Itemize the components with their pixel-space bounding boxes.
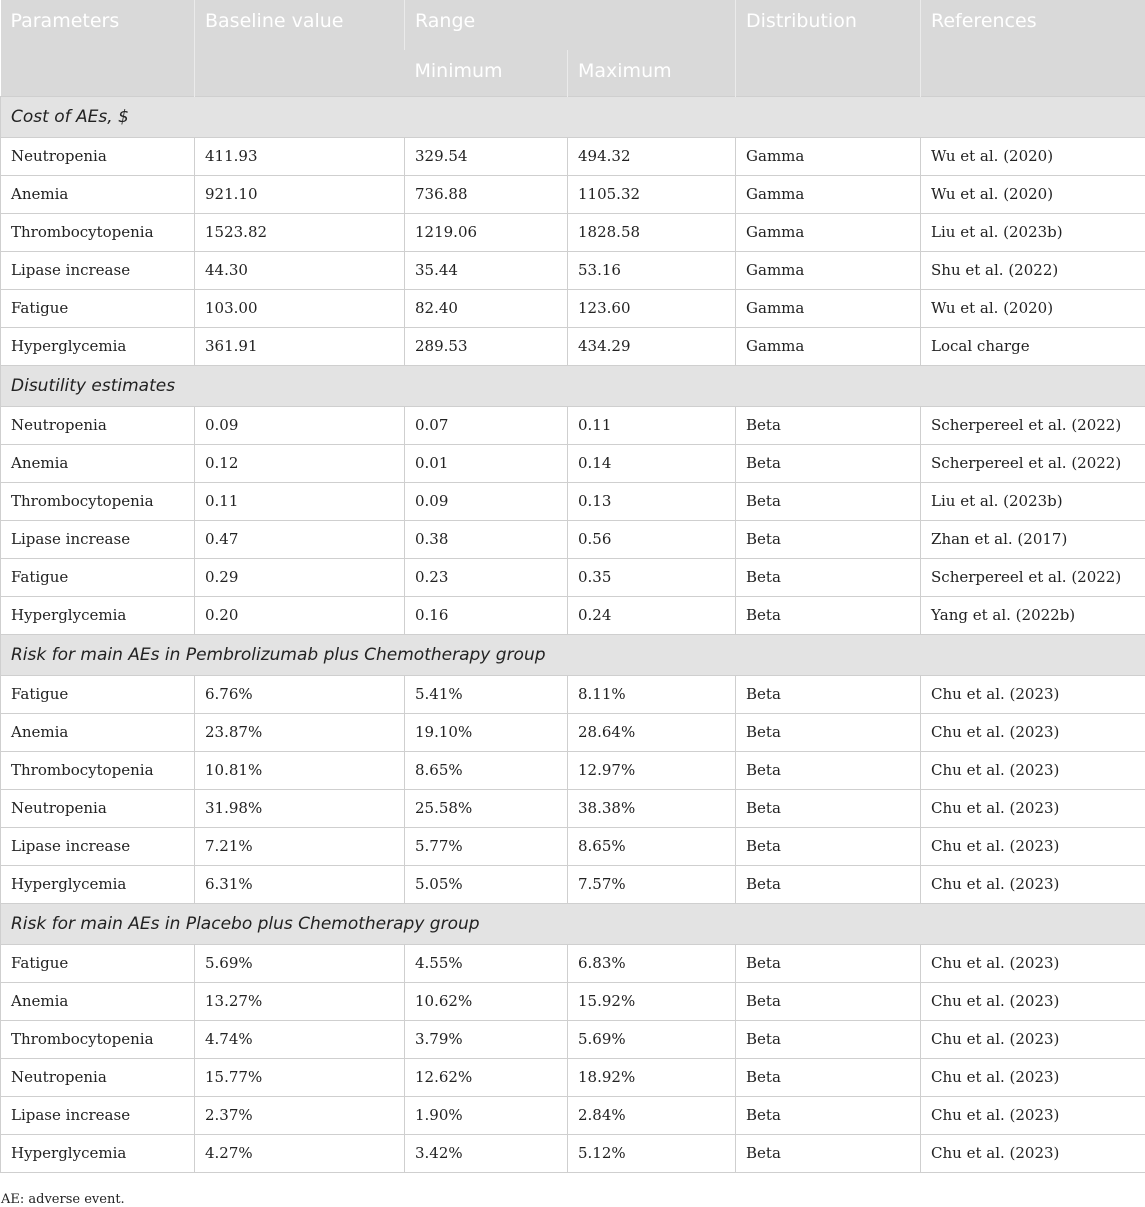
- parameter-cell: Hyperglycemia: [1, 1134, 195, 1172]
- maximum-cell: 8.11%: [568, 675, 736, 713]
- table-row: [1, 251, 1145, 289]
- table-row: [1, 827, 1145, 865]
- table-row: [1, 175, 1145, 213]
- parameter-cell: Hyperglycemia: [1, 865, 195, 903]
- table-row: [1, 982, 1145, 1020]
- section-row: [1, 96, 1145, 137]
- baseline-cell: 2.37%: [195, 1096, 405, 1134]
- table-row: [1, 327, 1145, 365]
- distribution-cell: Beta: [736, 482, 921, 520]
- maximum-cell: 123.60: [568, 289, 736, 327]
- header-minimum: Minimum: [405, 50, 568, 96]
- distribution-cell: Gamma: [736, 137, 921, 175]
- header-distribution: Distribution: [736, 0, 921, 96]
- distribution-cell: Beta: [736, 789, 921, 827]
- parameter-cell: Fatigue: [1, 675, 195, 713]
- minimum-cell: 1219.06: [405, 213, 568, 251]
- table-row: [1, 1058, 1145, 1096]
- minimum-cell: 0.07: [405, 406, 568, 444]
- reference-cell: Chu et al. (2023): [921, 751, 1145, 789]
- baseline-cell: 15.77%: [195, 1058, 405, 1096]
- distribution-cell: Beta: [736, 713, 921, 751]
- parameter-cell: Anemia: [1, 175, 195, 213]
- section-title: Risk for main AEs in Pembrolizumab plus Chemotherapy group: [1, 634, 1145, 675]
- maximum-cell: 6.83%: [568, 944, 736, 982]
- minimum-cell: 736.88: [405, 175, 568, 213]
- reference-cell: Chu et al. (2023): [921, 865, 1145, 903]
- table-row: [1, 137, 1145, 175]
- baseline-cell: 0.11: [195, 482, 405, 520]
- baseline-cell: 0.47: [195, 520, 405, 558]
- parameter-cell: Fatigue: [1, 558, 195, 596]
- parameter-cell: Lipase increase: [1, 827, 195, 865]
- minimum-cell: 1.90%: [405, 1096, 568, 1134]
- baseline-cell: 0.12: [195, 444, 405, 482]
- table-row: [1, 482, 1145, 520]
- baseline-cell: 103.00: [195, 289, 405, 327]
- minimum-cell: 3.79%: [405, 1020, 568, 1058]
- table-body: [1, 96, 1145, 1172]
- table-row: [1, 444, 1145, 482]
- table-row: [1, 558, 1145, 596]
- minimum-cell: 5.41%: [405, 675, 568, 713]
- parameter-cell: Anemia: [1, 444, 195, 482]
- parameter-cell: Thrombocytopenia: [1, 751, 195, 789]
- distribution-cell: Beta: [736, 444, 921, 482]
- baseline-cell: 0.09: [195, 406, 405, 444]
- header-baseline: Baseline value: [195, 0, 405, 96]
- table-row: [1, 289, 1145, 327]
- minimum-cell: 35.44: [405, 251, 568, 289]
- reference-cell: Shu et al. (2022): [921, 251, 1145, 289]
- reference-cell: Scherpereel et al. (2022): [921, 444, 1145, 482]
- maximum-cell: 7.57%: [568, 865, 736, 903]
- distribution-cell: Beta: [736, 1096, 921, 1134]
- table-row: [1, 596, 1145, 634]
- parameter-cell: Thrombocytopenia: [1, 213, 195, 251]
- reference-cell: Yang et al. (2022b): [921, 596, 1145, 634]
- minimum-cell: 0.01: [405, 444, 568, 482]
- reference-cell: Local charge: [921, 327, 1145, 365]
- reference-cell: Scherpereel et al. (2022): [921, 558, 1145, 596]
- baseline-cell: 23.87%: [195, 713, 405, 751]
- minimum-cell: 0.16: [405, 596, 568, 634]
- distribution-cell: Gamma: [736, 251, 921, 289]
- baseline-cell: 13.27%: [195, 982, 405, 1020]
- table-row: [1, 789, 1145, 827]
- maximum-cell: 0.24: [568, 596, 736, 634]
- baseline-cell: 6.76%: [195, 675, 405, 713]
- reference-cell: Chu et al. (2023): [921, 675, 1145, 713]
- baseline-cell: 10.81%: [195, 751, 405, 789]
- minimum-cell: 289.53: [405, 327, 568, 365]
- table-row: [1, 865, 1145, 903]
- section-row: [1, 365, 1145, 406]
- section-title: Disutility estimates: [1, 365, 1145, 406]
- minimum-cell: 5.77%: [405, 827, 568, 865]
- baseline-cell: 5.69%: [195, 944, 405, 982]
- section-row: [1, 903, 1145, 944]
- maximum-cell: 18.92%: [568, 1058, 736, 1096]
- maximum-cell: 5.12%: [568, 1134, 736, 1172]
- reference-cell: Liu et al. (2023b): [921, 482, 1145, 520]
- parameter-cell: Lipase increase: [1, 251, 195, 289]
- maximum-cell: 0.56: [568, 520, 736, 558]
- table-row: [1, 713, 1145, 751]
- distribution-cell: Beta: [736, 1020, 921, 1058]
- minimum-cell: 3.42%: [405, 1134, 568, 1172]
- table-row: [1, 1020, 1145, 1058]
- distribution-cell: Beta: [736, 1058, 921, 1096]
- distribution-cell: Beta: [736, 596, 921, 634]
- table-row: [1, 213, 1145, 251]
- maximum-cell: 5.69%: [568, 1020, 736, 1058]
- section-title: Risk for main AEs in Placebo plus Chemotherapy group: [1, 903, 1145, 944]
- table-row: [1, 1096, 1145, 1134]
- distribution-cell: Beta: [736, 865, 921, 903]
- parameter-cell: Thrombocytopenia: [1, 1020, 195, 1058]
- header-parameters: Parameters: [1, 0, 195, 96]
- reference-cell: Wu et al. (2020): [921, 289, 1145, 327]
- parameter-cell: Fatigue: [1, 289, 195, 327]
- maximum-cell: 2.84%: [568, 1096, 736, 1134]
- minimum-cell: 10.62%: [405, 982, 568, 1020]
- baseline-cell: 0.20: [195, 596, 405, 634]
- parameter-cell: Anemia: [1, 713, 195, 751]
- baseline-cell: 4.74%: [195, 1020, 405, 1058]
- reference-cell: Chu et al. (2023): [921, 982, 1145, 1020]
- minimum-cell: 329.54: [405, 137, 568, 175]
- parameter-cell: Hyperglycemia: [1, 596, 195, 634]
- footnote: AE: adverse event.: [1, 1192, 125, 1207]
- distribution-cell: Beta: [736, 944, 921, 982]
- distribution-cell: Beta: [736, 406, 921, 444]
- header-range: Range: [405, 0, 736, 50]
- baseline-cell: 361.91: [195, 327, 405, 365]
- minimum-cell: 4.55%: [405, 944, 568, 982]
- baseline-cell: 411.93: [195, 137, 405, 175]
- reference-cell: Chu et al. (2023): [921, 1058, 1145, 1096]
- reference-cell: Liu et al. (2023b): [921, 213, 1145, 251]
- section-row: [1, 634, 1145, 675]
- distribution-cell: Beta: [736, 1134, 921, 1172]
- reference-cell: Chu et al. (2023): [921, 789, 1145, 827]
- table-row: [1, 944, 1145, 982]
- maximum-cell: 0.14: [568, 444, 736, 482]
- distribution-cell: Gamma: [736, 213, 921, 251]
- parameter-cell: Hyperglycemia: [1, 327, 195, 365]
- maximum-cell: 12.97%: [568, 751, 736, 789]
- distribution-cell: Gamma: [736, 327, 921, 365]
- minimum-cell: 0.23: [405, 558, 568, 596]
- baseline-cell: 1523.82: [195, 213, 405, 251]
- distribution-cell: Beta: [736, 827, 921, 865]
- baseline-cell: 6.31%: [195, 865, 405, 903]
- section-title: Cost of AEs, $: [1, 96, 1145, 137]
- header-maximum: Maximum: [568, 50, 736, 96]
- maximum-cell: 434.29: [568, 327, 736, 365]
- baseline-cell: 921.10: [195, 175, 405, 213]
- maximum-cell: 15.92%: [568, 982, 736, 1020]
- maximum-cell: 28.64%: [568, 713, 736, 751]
- baseline-cell: 7.21%: [195, 827, 405, 865]
- table-row: [1, 406, 1145, 444]
- parameter-cell: Neutropenia: [1, 137, 195, 175]
- minimum-cell: 82.40: [405, 289, 568, 327]
- reference-cell: Chu et al. (2023): [921, 713, 1145, 751]
- distribution-cell: Beta: [736, 675, 921, 713]
- parameter-cell: Fatigue: [1, 944, 195, 982]
- reference-cell: Chu et al. (2023): [921, 827, 1145, 865]
- reference-cell: Scherpereel et al. (2022): [921, 406, 1145, 444]
- table-row: [1, 520, 1145, 558]
- minimum-cell: 25.58%: [405, 789, 568, 827]
- distribution-cell: Beta: [736, 520, 921, 558]
- minimum-cell: 8.65%: [405, 751, 568, 789]
- table-row: [1, 751, 1145, 789]
- reference-cell: Chu et al. (2023): [921, 1020, 1145, 1058]
- baseline-cell: 0.29: [195, 558, 405, 596]
- table-row: [1, 1134, 1145, 1172]
- maximum-cell: 0.35: [568, 558, 736, 596]
- minimum-cell: 0.09: [405, 482, 568, 520]
- parameter-cell: Neutropenia: [1, 406, 195, 444]
- parameter-cell: Neutropenia: [1, 789, 195, 827]
- minimum-cell: 5.05%: [405, 865, 568, 903]
- parameter-cell: Lipase increase: [1, 520, 195, 558]
- baseline-cell: 44.30: [195, 251, 405, 289]
- parameter-cell: Thrombocytopenia: [1, 482, 195, 520]
- baseline-cell: 31.98%: [195, 789, 405, 827]
- maximum-cell: 0.11: [568, 406, 736, 444]
- reference-cell: Zhan et al. (2017): [921, 520, 1145, 558]
- table-row: [1, 675, 1145, 713]
- maximum-cell: 53.16: [568, 251, 736, 289]
- maximum-cell: 8.65%: [568, 827, 736, 865]
- table-header: [1, 0, 1145, 96]
- minimum-cell: 19.10%: [405, 713, 568, 751]
- distribution-cell: Beta: [736, 751, 921, 789]
- maximum-cell: 1828.58: [568, 213, 736, 251]
- parameter-cell: Anemia: [1, 982, 195, 1020]
- reference-cell: Chu et al. (2023): [921, 1134, 1145, 1172]
- maximum-cell: 38.38%: [568, 789, 736, 827]
- minimum-cell: 0.38: [405, 520, 568, 558]
- maximum-cell: 494.32: [568, 137, 736, 175]
- distribution-cell: Gamma: [736, 175, 921, 213]
- distribution-cell: Beta: [736, 558, 921, 596]
- distribution-cell: Gamma: [736, 289, 921, 327]
- maximum-cell: 0.13: [568, 482, 736, 520]
- parameter-cell: Lipase increase: [1, 1096, 195, 1134]
- baseline-cell: 4.27%: [195, 1134, 405, 1172]
- reference-cell: Chu et al. (2023): [921, 944, 1145, 982]
- reference-cell: Chu et al. (2023): [921, 1096, 1145, 1134]
- maximum-cell: 1105.32: [568, 175, 736, 213]
- reference-cell: Wu et al. (2020): [921, 137, 1145, 175]
- reference-cell: Wu et al. (2020): [921, 175, 1145, 213]
- parameter-cell: Neutropenia: [1, 1058, 195, 1096]
- distribution-cell: Beta: [736, 982, 921, 1020]
- minimum-cell: 12.62%: [405, 1058, 568, 1096]
- header-references: References: [921, 0, 1145, 96]
